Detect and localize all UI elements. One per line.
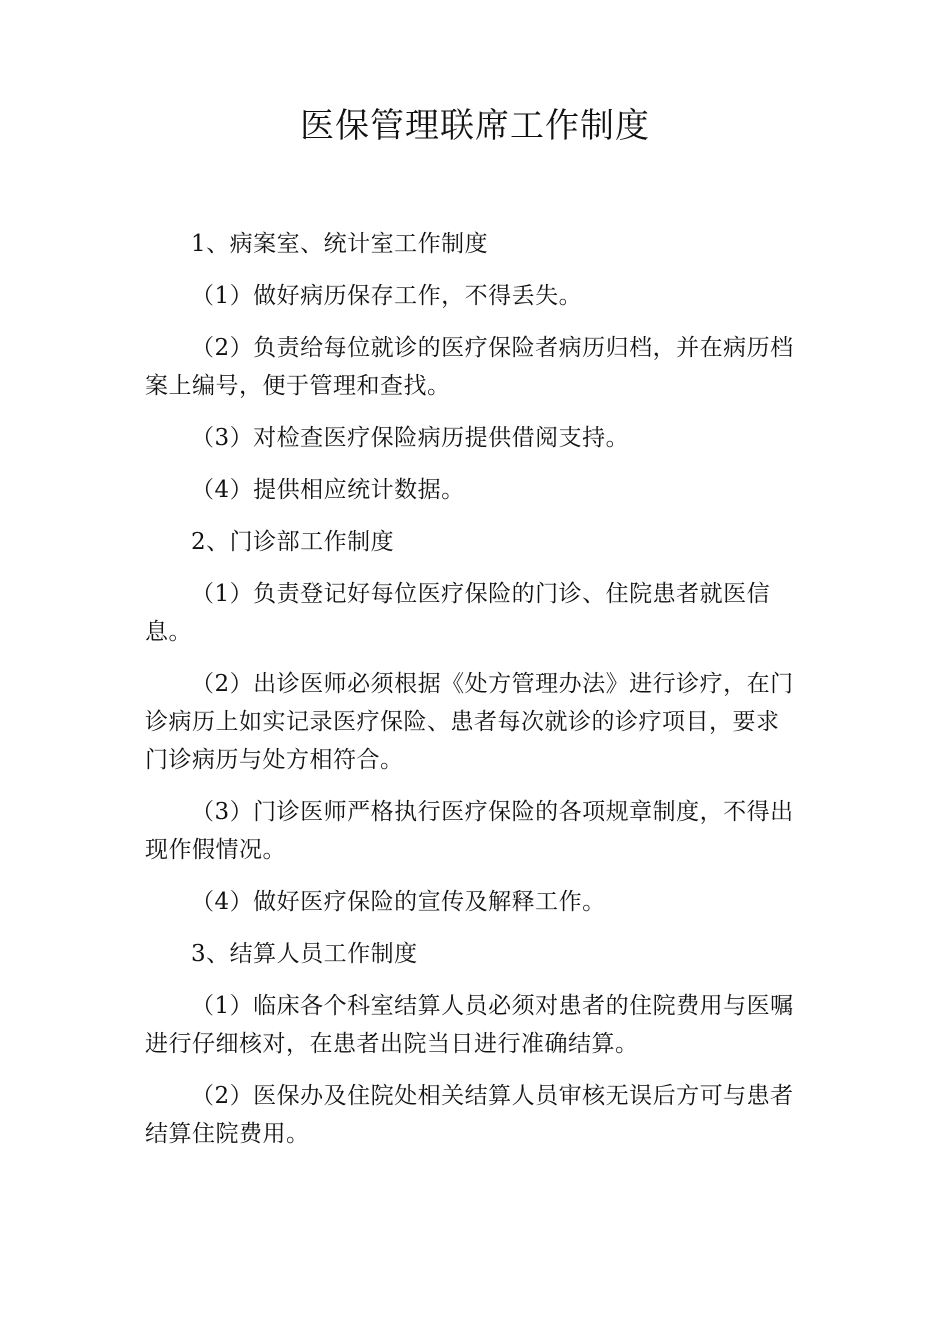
section-3-item-1: （1）临床各个科室结算人员必须对患者的住院费用与医嘱进行仔细核对，在患者出院当日进行准确结算。	[145, 993, 794, 1057]
section-3-item-2: （2）医保办及住院处相关结算人员审核无误后方可与患者结算住院费用。	[145, 1083, 794, 1147]
section-2-item-4: （4）做好医疗保险的宣传及解释工作。	[191, 889, 606, 915]
section-1-item-2: （2）负责给每位就诊的医疗保险者病历归档，并在病历档案上编号，便于管理和查找。	[145, 335, 794, 399]
section-1-item-3: （3）对检查医疗保险病历提供借阅支持。	[191, 425, 630, 451]
section-1-item-1: （1）做好病历保存工作，不得丢失。	[191, 283, 583, 309]
section-heading-3: 3、结算人员工作制度	[191, 941, 418, 967]
section-2-item-1: （1）负责登记好每位医疗保险的门诊、住院患者就医信息。	[145, 581, 771, 645]
section-1-item-4: （4）提供相应统计数据。	[191, 477, 465, 503]
section-2-item-3: （3）门诊医师严格执行医疗保险的各项规章制度，不得出现作假情况。	[145, 799, 794, 863]
page-title: 医保管理联席工作制度	[300, 106, 650, 146]
document-body	[145, 225, 800, 1167]
section-heading-1: 1、病案室、统计室工作制度	[191, 231, 489, 257]
section-heading-2: 2、门诊部工作制度	[191, 529, 395, 555]
section-2-item-2: （2）出诊医师必须根据《处方管理办法》进行诊疗，在门诊病历上如实记录医疗保险、患者每次就诊的诊疗项目，要求门诊病历与处方相符合。	[145, 671, 794, 773]
